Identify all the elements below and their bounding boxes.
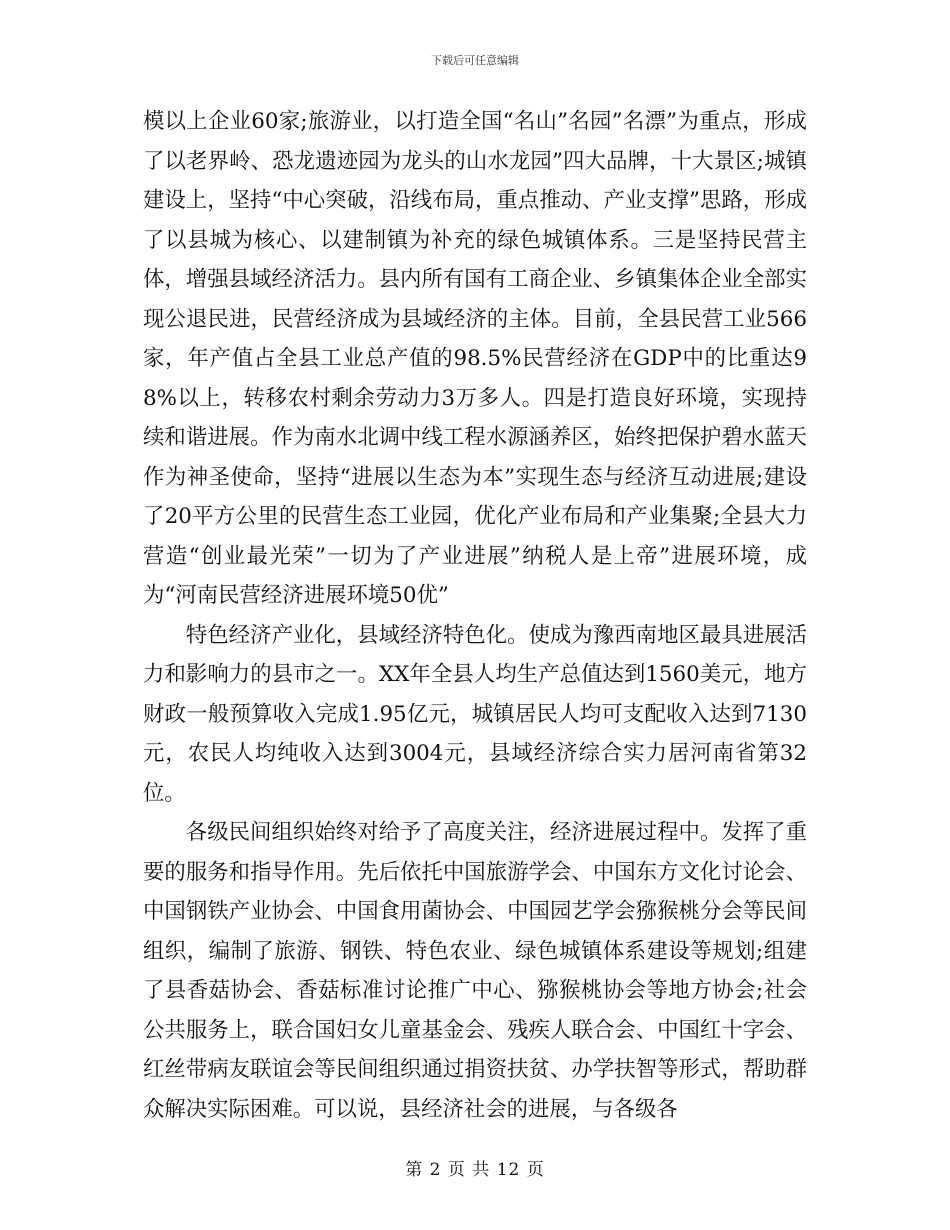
page-footer (0, 1155, 950, 1180)
paragraph-1: 模以上企业60家;旅游业，以打造全国“名山”名园”名漂”为重点，形成了以老界岭、恐龙遗迹园为龙头的山水龙园”四大品牌，十大景区;城镇建设上，坚持“中心突破，沿线布局，重点推动、产业支撑”思路，形成了以县城为核心、以建制镇为补充的绿色城镇体系。三是坚持民营主体，增强县域经济活力。县内所有国有工商企业、乡镇集体企业全部实现公退民进，民营经济成为县域经济的主体。目前，全县民营工业566家，年产值占全县工业总产值的98.5%民营经济在GDP中的比重达98%以上，转移农村剩余劳动力3万多人。四是打造良好环境，实现持续和谐进展。作为南水北调中线工程水源涵养区，始终把保护碧水蓝天作为神圣使命，坚持“进展以生态为本”实现生态与经济互动进展;建设了20平方公里的民营生态工业园，优化产业布局和产业集聚;全县大力营造“创业最光荣”一切为了产业进展”纳税人是上帝”进展环境，成为“河南民营经济进展环境50优” (143, 109, 807, 608)
paragraph-2: 特色经济产业化，县域经济特色化。使成为豫西南地区最具进展活力和影响力的县市之一。XX年全县人均生产总值达到1560美元，地方财政一般预算收入完成1.95亿元，城镇居民人均可支配收入达到7130元，农民人均纯收入达到3004元，县域经济综合实力居河南省第32位。 (143, 622, 807, 806)
paragraph-3: 各级民间组织始终对给予了高度关注，经济进展过程中。发挥了重要的服务和指导作用。先后依托中国旅游学会、中国东方文化讨论会、中国钢铁产业协会、中国食用菌协会、中国园艺学会猕猴桃分会等民间组织，编制了旅游、钢铁、特色农业、绿色城镇体系建设等规划;组建了县香菇协会、香菇标准讨论推广中心、猕猴桃协会等地方协会;社会公共服务上，联合国妇女儿童基金会、残疾人联合会、中国红十字会、红丝带病友联谊会等民间组织通过捐资扶贫、办学扶智等形式，帮助群众解决实际困难。可以说，县经济社会的进展，与各级各 (143, 820, 807, 1122)
header-note: 下载后可任意编辑 (431, 54, 519, 67)
page-header (0, 52, 950, 68)
page-number: 第 2 页 共 12 页 (405, 1160, 545, 1180)
document-body (143, 102, 807, 1129)
